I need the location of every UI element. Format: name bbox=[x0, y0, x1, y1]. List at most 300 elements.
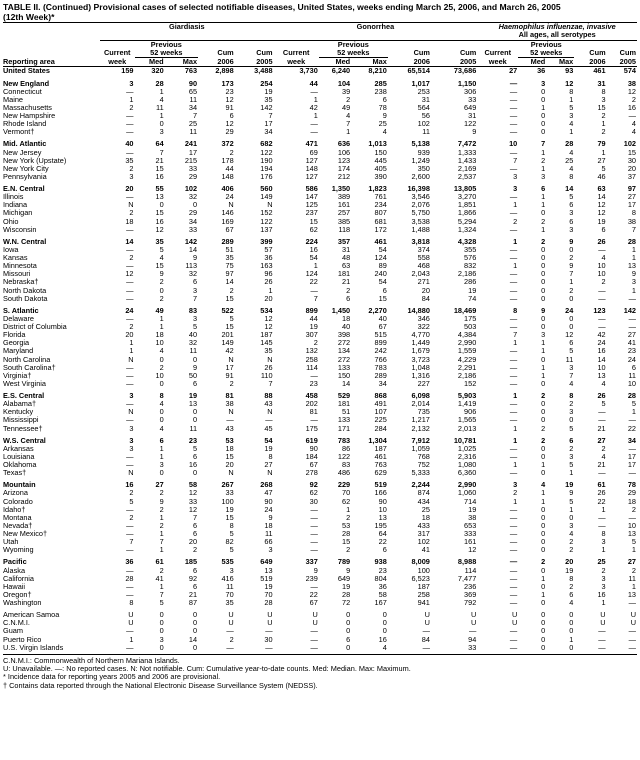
value-cell: 49 bbox=[155, 306, 164, 315]
value-cell: — bbox=[509, 347, 518, 356]
value-cell: 1 bbox=[513, 339, 518, 348]
value-cell: 529 bbox=[337, 392, 351, 401]
table-row bbox=[3, 469, 637, 477]
reporting-area-cell: Mid. Atlantic bbox=[3, 140, 47, 149]
value-cell: 44 bbox=[225, 164, 234, 173]
value-cell: 11 bbox=[189, 128, 198, 137]
reporting-area-cell: Indiana bbox=[3, 201, 28, 210]
max-label: Max bbox=[165, 58, 198, 67]
value-cell: 522 bbox=[221, 306, 234, 315]
value-cell: 4 bbox=[382, 128, 387, 137]
value-cell: 0 bbox=[159, 643, 164, 652]
value-cell: 32 bbox=[188, 339, 198, 348]
value-cell: — bbox=[509, 278, 518, 287]
value-cell: 0 bbox=[541, 262, 546, 271]
value-cell: 1 bbox=[129, 635, 134, 644]
table-row bbox=[3, 270, 637, 278]
value-cell: 0 bbox=[346, 643, 351, 652]
table-row bbox=[3, 619, 637, 627]
value-cell: 195 bbox=[374, 521, 387, 530]
reporting-area-cell: Nevada† bbox=[3, 521, 33, 530]
value-cell: 461 bbox=[374, 237, 387, 246]
reporting-area-cell: Missouri bbox=[3, 270, 31, 279]
value-cell: 783 bbox=[337, 436, 351, 445]
value-cell: 20 bbox=[225, 461, 234, 470]
value-cell: 0 bbox=[192, 643, 198, 652]
value-cell: 70 bbox=[225, 590, 234, 599]
value-cell: 12 bbox=[597, 201, 606, 210]
value-cell: — bbox=[509, 87, 518, 96]
value-cell: 32 bbox=[188, 270, 198, 279]
value-cell: — bbox=[509, 355, 518, 364]
value-cell: 27 bbox=[597, 156, 606, 165]
table-row bbox=[3, 246, 637, 254]
value-cell: 1 bbox=[541, 590, 546, 599]
region-row bbox=[3, 307, 637, 315]
value-cell: 14,880 bbox=[407, 306, 430, 315]
value-cell: 41 bbox=[627, 339, 636, 348]
value-cell: 3 bbox=[129, 436, 134, 445]
value-cell: 6 bbox=[631, 363, 636, 372]
value-cell: — bbox=[509, 538, 518, 547]
value-cell: 3,723 bbox=[411, 355, 430, 364]
value-cell: 792 bbox=[464, 599, 477, 608]
value-cell: 33 bbox=[225, 489, 234, 498]
med-label: Med bbox=[319, 58, 351, 67]
value-cell: 3 bbox=[541, 172, 546, 181]
value-cell: 1,217 bbox=[411, 416, 430, 425]
value-cell: 1,059 bbox=[411, 444, 430, 453]
value-cell: 4,384 bbox=[457, 331, 477, 340]
value-cell: 9 bbox=[346, 566, 351, 575]
value-cell: 653 bbox=[464, 521, 477, 530]
value-cell: — bbox=[628, 112, 636, 121]
value-cell: 19 bbox=[468, 286, 477, 295]
value-cell: 6 bbox=[192, 379, 198, 388]
value-cell: 43 bbox=[264, 400, 273, 409]
value-cell: 15 bbox=[155, 262, 164, 271]
value-cell: 5 bbox=[601, 400, 606, 409]
value-cell: 3 bbox=[513, 185, 518, 194]
value-cell: 27 bbox=[627, 331, 636, 340]
value-cell: 0 bbox=[541, 408, 546, 417]
value-cell: — bbox=[598, 643, 606, 652]
value-cell: 175 bbox=[305, 424, 318, 433]
value-cell: 28 bbox=[264, 599, 273, 608]
value-cell: 1 bbox=[513, 461, 518, 470]
value-cell: 7 bbox=[159, 148, 164, 157]
value-cell: 56 bbox=[421, 112, 430, 121]
value-cell: 28 bbox=[565, 140, 574, 149]
value-cell: 2,270 bbox=[368, 306, 387, 315]
table-row bbox=[3, 538, 637, 546]
value-cell: — bbox=[509, 323, 518, 332]
value-cell: — bbox=[509, 95, 518, 104]
value-cell: 468 bbox=[417, 262, 430, 271]
value-cell: 763 bbox=[184, 66, 198, 76]
value-cell: 1 bbox=[601, 546, 606, 555]
value-cell: 78 bbox=[378, 103, 387, 112]
value-cell: 4 bbox=[569, 599, 574, 608]
value-cell: 1,249 bbox=[411, 156, 430, 165]
value-cell: 0 bbox=[569, 294, 574, 303]
value-cell: 7,912 bbox=[411, 436, 430, 445]
value-cell: 2 bbox=[541, 424, 546, 433]
table-row bbox=[3, 226, 637, 234]
value-cell: 1,679 bbox=[411, 347, 430, 356]
value-cell: 3 bbox=[569, 363, 574, 372]
value-cell: 6 bbox=[159, 436, 164, 445]
value-cell: 0 bbox=[192, 469, 198, 478]
value-cell: 39 bbox=[341, 87, 351, 96]
value-cell: — bbox=[226, 627, 234, 636]
value-cell: 2 bbox=[192, 546, 198, 555]
value-cell: 194 bbox=[260, 164, 273, 173]
value-cell: 868 bbox=[374, 392, 387, 401]
value-cell: U bbox=[470, 619, 477, 628]
value-cell: 46 bbox=[597, 172, 606, 181]
region-row bbox=[3, 140, 637, 148]
value-cell: 2 bbox=[541, 156, 546, 165]
med-label: Med bbox=[135, 58, 165, 67]
value-cell: 8 bbox=[601, 87, 606, 96]
value-cell: 7 bbox=[631, 225, 636, 234]
value-cell: 7,472 bbox=[457, 140, 477, 149]
value-cell: 150 bbox=[374, 148, 387, 157]
table-row bbox=[3, 347, 637, 355]
value-cell: 15 bbox=[378, 294, 387, 303]
reporting-area-cell: Maryland bbox=[3, 347, 34, 356]
value-cell: 90 bbox=[309, 444, 318, 453]
value-cell: 0 bbox=[541, 314, 546, 323]
value-cell: 3 bbox=[569, 521, 574, 530]
value-cell: — bbox=[509, 635, 518, 644]
footnote-cnmi: C.N.M.I.: Commonwealth of Northern Mariana Islands. bbox=[3, 655, 180, 665]
value-cell: 124 bbox=[305, 270, 318, 279]
cum-label: Cum bbox=[619, 48, 636, 58]
reporting-area-cell: Minnesota bbox=[3, 262, 37, 271]
table-row bbox=[3, 262, 637, 270]
value-cell: 38 bbox=[627, 79, 636, 88]
value-cell: 1 bbox=[569, 505, 574, 514]
value-cell: 7 bbox=[192, 513, 198, 522]
value-cell: 14 bbox=[341, 379, 351, 388]
value-cell: 267 bbox=[221, 481, 234, 490]
value-cell: 35 bbox=[125, 156, 134, 165]
value-cell: — bbox=[509, 643, 518, 652]
value-cell: 6 bbox=[569, 590, 574, 599]
value-cell: 10 bbox=[509, 140, 518, 149]
value-cell: N bbox=[267, 201, 273, 210]
table-row bbox=[3, 120, 637, 128]
value-cell: 4 bbox=[159, 95, 164, 104]
value-cell: 320 bbox=[151, 66, 164, 76]
value-cell: 50 bbox=[188, 371, 198, 380]
value-cell: 1,150 bbox=[457, 79, 477, 88]
value-cell: 268 bbox=[260, 481, 273, 490]
value-cell: 2,014 bbox=[411, 400, 430, 409]
value-cell: 29 bbox=[627, 489, 636, 498]
value-cell: 2,990 bbox=[457, 339, 477, 348]
value-cell: 25 bbox=[421, 505, 430, 514]
value-cell: 171 bbox=[337, 424, 351, 433]
value-cell: 159 bbox=[121, 66, 134, 76]
value-cell: 1 bbox=[159, 323, 164, 332]
value-cell: 0 bbox=[569, 619, 574, 628]
value-cell: 1 bbox=[129, 339, 134, 348]
value-cell: 5 bbox=[159, 245, 164, 254]
value-cell: 2 bbox=[513, 489, 518, 498]
reporting-area-cell: Michigan bbox=[3, 209, 33, 218]
value-cell: 25 bbox=[378, 120, 387, 129]
value-cell: 4 bbox=[601, 254, 606, 263]
value-cell: 19 bbox=[565, 566, 574, 575]
value-cell: N bbox=[267, 408, 273, 417]
value-cell: 81 bbox=[225, 392, 234, 401]
value-cell: 0 bbox=[541, 469, 546, 478]
value-cell: 0 bbox=[346, 627, 351, 636]
cum-label: Cum bbox=[413, 48, 430, 58]
value-cell: 0 bbox=[159, 201, 164, 210]
value-cell: 3,730 bbox=[299, 66, 318, 76]
value-cell: 3 bbox=[159, 461, 164, 470]
value-cell: 1,450 bbox=[331, 306, 351, 315]
value-cell: 515 bbox=[374, 331, 387, 340]
group-haemophilus-sub: All ages, all serotypes bbox=[477, 31, 637, 40]
value-cell: 34 bbox=[188, 103, 198, 112]
reporting-area-cell: S. Atlantic bbox=[3, 306, 39, 315]
value-cell: U bbox=[267, 611, 273, 620]
value-cell: 0 bbox=[541, 452, 546, 461]
region-row bbox=[3, 80, 637, 88]
value-cell: 0 bbox=[541, 355, 546, 364]
value-cell: 8 bbox=[569, 574, 574, 583]
value-cell: 1,559 bbox=[457, 347, 477, 356]
value-cell: 369 bbox=[464, 590, 477, 599]
value-cell: 5 bbox=[192, 444, 198, 453]
value-cell: 1 bbox=[129, 95, 134, 104]
value-cell: 5,903 bbox=[457, 392, 477, 401]
region-row bbox=[3, 67, 637, 76]
value-cell: 4 bbox=[631, 128, 636, 137]
value-cell: 184 bbox=[305, 452, 318, 461]
value-cell: 74 bbox=[468, 294, 477, 303]
value-cell: 0 bbox=[192, 611, 198, 620]
value-cell: 7 bbox=[346, 120, 351, 129]
value-cell: 491 bbox=[374, 400, 387, 409]
value-cell: N bbox=[128, 408, 134, 417]
week-label: week bbox=[100, 58, 134, 67]
value-cell: 783 bbox=[374, 363, 387, 372]
value-cell: 4,770 bbox=[411, 331, 430, 340]
reporting-area-cell: Alabama† bbox=[3, 400, 37, 409]
value-cell: 53 bbox=[341, 521, 351, 530]
value-cell: — bbox=[126, 294, 134, 303]
value-cell: 346 bbox=[417, 314, 430, 323]
cum-label: Cum bbox=[589, 48, 606, 58]
value-cell: 187 bbox=[417, 582, 430, 591]
value-cell: 148 bbox=[221, 172, 234, 181]
value-cell: U bbox=[511, 611, 518, 620]
value-cell: U bbox=[424, 619, 430, 628]
current-label: Current bbox=[282, 48, 310, 58]
value-cell: 18 bbox=[341, 314, 351, 323]
value-cell: 12 bbox=[597, 209, 606, 218]
value-cell: 2 bbox=[541, 237, 546, 246]
value-cell: 560 bbox=[260, 185, 273, 194]
value-cell: 0 bbox=[382, 619, 387, 628]
value-cell: 14 bbox=[597, 193, 606, 202]
value-cell: 33 bbox=[188, 164, 198, 173]
max-label: Max bbox=[546, 58, 574, 67]
value-cell: 13 bbox=[597, 371, 606, 380]
value-cell: 8,210 bbox=[368, 66, 387, 76]
value-cell: 78 bbox=[627, 481, 636, 490]
value-cell: 1 bbox=[159, 314, 164, 323]
value-cell: 0 bbox=[541, 582, 546, 591]
value-cell: 36 bbox=[125, 558, 134, 567]
value-cell: — bbox=[310, 521, 318, 530]
value-cell: 18 bbox=[125, 217, 134, 226]
value-cell: 0 bbox=[159, 627, 164, 636]
value-cell: U bbox=[228, 611, 234, 620]
reporting-area-cell: Georgia bbox=[3, 339, 30, 348]
value-cell: 12 bbox=[188, 505, 198, 514]
value-cell: — bbox=[598, 294, 606, 303]
value-cell: 289 bbox=[374, 371, 387, 380]
value-cell: 2 bbox=[569, 582, 574, 591]
value-cell: — bbox=[126, 582, 134, 591]
value-cell: 15 bbox=[597, 103, 606, 112]
value-cell: 3,546 bbox=[411, 193, 430, 202]
value-cell: 9 bbox=[159, 270, 164, 279]
value-cell: 761 bbox=[374, 193, 387, 202]
value-cell: 1,304 bbox=[368, 436, 387, 445]
value-cell: 25 bbox=[597, 558, 606, 567]
value-cell: 10 bbox=[597, 270, 606, 279]
reporting-area-cell: Vermont† bbox=[3, 128, 35, 137]
value-cell: 54 bbox=[378, 278, 387, 287]
value-cell: 17 bbox=[627, 452, 636, 461]
value-cell: 7 bbox=[159, 538, 164, 547]
value-cell: 0 bbox=[541, 254, 546, 263]
value-cell: 67 bbox=[225, 225, 234, 234]
value-cell: — bbox=[509, 452, 518, 461]
value-cell: 5 bbox=[569, 424, 574, 433]
reporting-area-cell: Ohio bbox=[3, 217, 19, 226]
reporting-area-cell: New England bbox=[3, 79, 50, 88]
value-cell: 398 bbox=[337, 331, 351, 340]
value-cell: 629 bbox=[374, 469, 387, 478]
value-cell: 2 bbox=[129, 489, 134, 498]
value-cell: 16,398 bbox=[407, 185, 430, 194]
value-cell: 766 bbox=[374, 355, 387, 364]
value-cell: 83 bbox=[341, 461, 351, 470]
value-cell: — bbox=[310, 120, 318, 129]
reporting-area-cell: Virginia† bbox=[3, 371, 32, 380]
title-line-1: TABLE II. (Continued) Provisional cases of selected notifiable diseases, United States, weeks ending March 25, 2006, and March 26, 2005 bbox=[3, 2, 561, 12]
value-cell: 1 bbox=[159, 452, 164, 461]
value-cell: 13 bbox=[627, 262, 636, 271]
value-cell: 1 bbox=[159, 87, 164, 96]
value-cell: — bbox=[509, 286, 518, 295]
value-cell: 69 bbox=[309, 148, 318, 157]
value-cell: N bbox=[228, 355, 234, 364]
table-row bbox=[3, 380, 637, 388]
value-cell: 357 bbox=[337, 237, 351, 246]
value-cell: 649 bbox=[337, 574, 351, 583]
value-cell: — bbox=[126, 461, 134, 470]
value-cell: — bbox=[126, 371, 134, 380]
value-cell: — bbox=[509, 599, 518, 608]
value-cell: 166 bbox=[374, 489, 387, 498]
value-cell: 4 bbox=[159, 254, 164, 263]
value-cell: 1,025 bbox=[457, 444, 477, 453]
value-cell: 15 bbox=[309, 217, 318, 226]
value-cell: 1 bbox=[601, 148, 606, 157]
value-cell: 10 bbox=[378, 505, 387, 514]
value-cell: — bbox=[509, 371, 518, 380]
value-cell: 1 bbox=[513, 201, 518, 210]
value-cell: — bbox=[126, 262, 134, 271]
value-cell: 15 bbox=[225, 323, 234, 332]
value-cell: 187 bbox=[260, 331, 273, 340]
reporting-area-cell: Texas† bbox=[3, 469, 27, 478]
value-cell: 202 bbox=[305, 400, 318, 409]
value-cell: 649 bbox=[464, 103, 477, 112]
value-cell: 161 bbox=[337, 201, 351, 210]
value-cell: 3,818 bbox=[411, 237, 430, 246]
reporting-area-cell: New Mexico† bbox=[3, 530, 48, 539]
value-cell: 64 bbox=[155, 140, 164, 149]
value-cell: 14 bbox=[188, 635, 198, 644]
value-cell: 3 bbox=[192, 314, 198, 323]
value-cell: 3 bbox=[229, 566, 234, 575]
value-cell: 763 bbox=[374, 461, 387, 470]
value-cell: 17 bbox=[627, 461, 636, 470]
value-cell: 25 bbox=[565, 156, 574, 165]
value-cell: 9 bbox=[541, 306, 546, 315]
value-cell: 5 bbox=[129, 497, 134, 506]
value-cell: 133 bbox=[337, 363, 351, 372]
value-cell: 7 bbox=[313, 294, 318, 303]
value-cell: 13 bbox=[188, 400, 198, 409]
value-cell: 100 bbox=[221, 497, 234, 506]
value-cell: 150 bbox=[337, 371, 351, 380]
reporting-area-cell: South Carolina† bbox=[3, 363, 56, 372]
value-cell: 0 bbox=[541, 444, 546, 453]
value-cell: 558 bbox=[417, 254, 430, 263]
value-cell: 5 bbox=[569, 347, 574, 356]
reporting-area-cell: Arizona bbox=[3, 489, 28, 498]
region-row bbox=[3, 392, 637, 400]
value-cell: — bbox=[126, 379, 134, 388]
value-cell: 181 bbox=[337, 270, 351, 279]
value-cell: — bbox=[310, 538, 318, 547]
value-cell: 10 bbox=[155, 339, 164, 348]
value-cell: 240 bbox=[374, 270, 387, 279]
value-cell: 55 bbox=[155, 185, 164, 194]
value-cell: — bbox=[509, 521, 518, 530]
value-cell: 0 bbox=[159, 469, 164, 478]
value-cell: 4 bbox=[569, 148, 574, 157]
value-cell: 45 bbox=[264, 424, 273, 433]
value-cell: 0 bbox=[569, 513, 574, 522]
value-cell: 289 bbox=[221, 237, 234, 246]
value-cell: 44 bbox=[309, 314, 318, 323]
value-cell: 21 bbox=[597, 424, 606, 433]
value-cell: 2 bbox=[601, 128, 606, 137]
